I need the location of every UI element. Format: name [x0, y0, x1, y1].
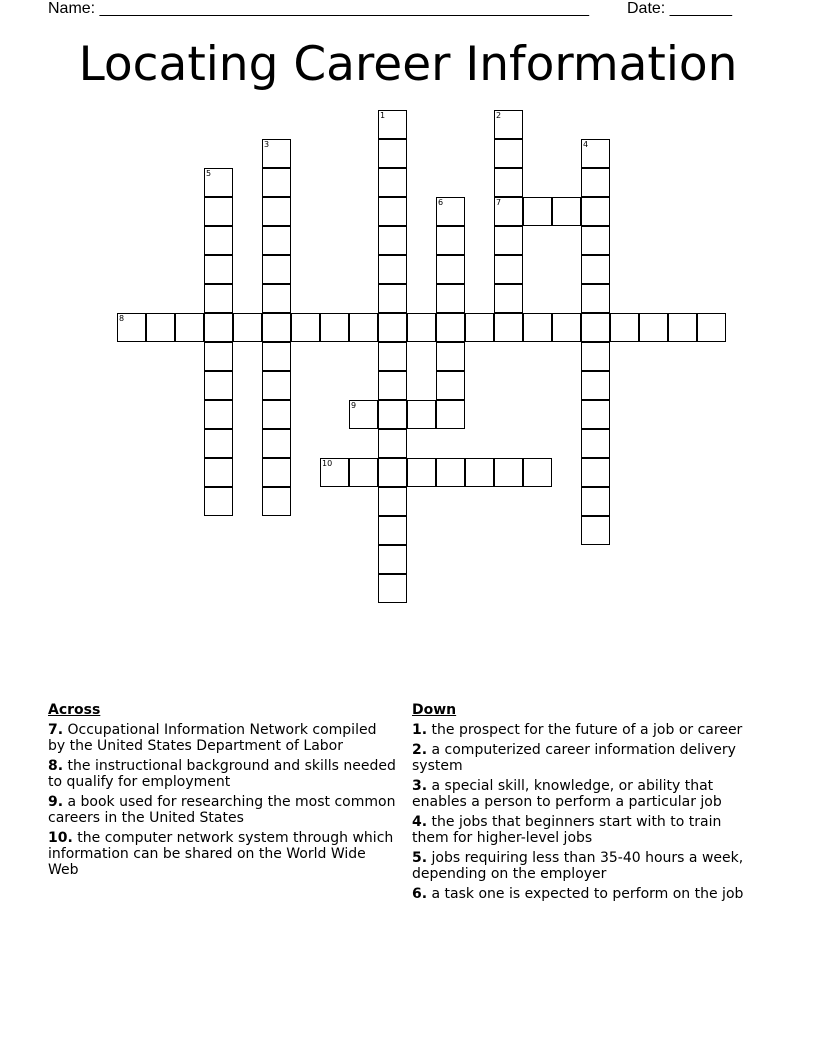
clue-number: 10	[322, 459, 333, 468]
grid-cell[interactable]	[436, 458, 465, 487]
clue-number: 8	[119, 314, 125, 323]
clue-number: 3	[264, 140, 270, 149]
grid-cell[interactable]	[262, 284, 291, 313]
grid-cell[interactable]	[262, 313, 291, 342]
clue-text: a book used for researching the most common careers in the United States	[48, 794, 396, 826]
clue-text: the jobs that beginners start with to train them for higher-level jobs	[412, 814, 722, 846]
grid-cell[interactable]	[494, 284, 523, 313]
grid-cell[interactable]	[407, 313, 436, 342]
grid-cell[interactable]	[436, 284, 465, 313]
down-clue	[412, 850, 758, 882]
clue-number: 6.	[412, 886, 428, 902]
grid-cell[interactable]	[668, 313, 697, 342]
page-title: Locating Career Information	[78, 37, 738, 92]
grid-cell[interactable]	[378, 458, 407, 487]
grid-cell[interactable]	[204, 458, 233, 487]
grid-cell[interactable]	[436, 400, 465, 429]
clue-number: 1	[380, 111, 386, 120]
clue-number: 2	[496, 111, 502, 120]
clue-number: 3.	[412, 778, 428, 794]
grid-cell[interactable]	[436, 255, 465, 284]
grid-cell[interactable]	[523, 458, 552, 487]
clue-number: 10.	[48, 830, 73, 846]
clue-number: 4.	[412, 814, 428, 830]
grid-cell[interactable]	[204, 284, 233, 313]
grid-cell[interactable]	[378, 429, 407, 458]
grid-cell[interactable]	[581, 371, 610, 400]
across-clue	[48, 794, 396, 826]
grid-cell[interactable]	[262, 429, 291, 458]
grid-cell[interactable]	[523, 197, 552, 226]
grid-cell[interactable]	[378, 197, 407, 226]
across-heading: Across	[48, 702, 101, 718]
grid-cell[interactable]	[436, 342, 465, 371]
grid-cell[interactable]	[581, 400, 610, 429]
clue-number: 2.	[412, 742, 428, 758]
grid-cell[interactable]	[639, 313, 668, 342]
grid-cell[interactable]	[349, 400, 378, 429]
grid-cell[interactable]	[378, 110, 407, 139]
across-clue	[48, 722, 396, 754]
grid-cell[interactable]	[465, 458, 494, 487]
grid-cell[interactable]	[204, 487, 233, 516]
grid-cell[interactable]	[581, 255, 610, 284]
grid-cell[interactable]	[320, 313, 349, 342]
down-clue	[412, 886, 758, 902]
grid-cell[interactable]	[581, 342, 610, 371]
grid-cell[interactable]	[581, 429, 610, 458]
grid-cell[interactable]	[465, 313, 494, 342]
clue-number: 1.	[412, 722, 428, 738]
clue-text: the computer network system through which information can be shared on the World Wide Web	[48, 830, 394, 878]
down-clue	[412, 814, 758, 846]
grid-cell[interactable]	[204, 197, 233, 226]
down-heading: Down	[412, 702, 457, 718]
grid-cell[interactable]	[581, 516, 610, 545]
clue-number: 7	[496, 198, 502, 207]
grid-cell[interactable]	[436, 313, 465, 342]
grid-cell[interactable]	[523, 313, 552, 342]
grid-cell[interactable]	[581, 313, 610, 342]
grid-cell[interactable]	[581, 139, 610, 168]
grid-cell[interactable]	[117, 313, 146, 342]
grid-cell[interactable]	[204, 400, 233, 429]
grid-cell[interactable]	[378, 226, 407, 255]
grid-cell[interactable]	[146, 313, 175, 342]
grid-cell[interactable]	[494, 313, 523, 342]
grid-cell[interactable]	[552, 197, 581, 226]
grid-cell[interactable]	[378, 139, 407, 168]
name-field: Name: _______________________________________________________	[48, 0, 589, 17]
clue-number: 9	[351, 401, 357, 410]
across-clue	[48, 758, 396, 790]
grid-cell[interactable]	[204, 342, 233, 371]
across-clue-list	[48, 722, 396, 878]
grid-cell[interactable]	[494, 458, 523, 487]
grid-cell[interactable]	[320, 458, 349, 487]
grid-cell[interactable]	[349, 458, 378, 487]
grid-cell[interactable]	[494, 255, 523, 284]
clue-text: a task one is expected to perform on the job	[427, 886, 744, 902]
grid-cell[interactable]	[494, 168, 523, 197]
grid-cell[interactable]	[233, 313, 262, 342]
grid-cell[interactable]	[610, 313, 639, 342]
grid-cell[interactable]	[436, 197, 465, 226]
grid-cell[interactable]	[378, 516, 407, 545]
grid-cell[interactable]	[581, 226, 610, 255]
clue-text: jobs requiring less than 35-40 hours a week, depending on the employer	[412, 850, 744, 882]
grid-cell[interactable]	[436, 371, 465, 400]
grid-cell[interactable]	[378, 284, 407, 313]
grid-cell[interactable]	[494, 197, 523, 226]
grid-cell[interactable]	[349, 313, 378, 342]
grid-cell[interactable]	[581, 458, 610, 487]
grid-cell[interactable]	[407, 400, 436, 429]
clue-number: 8.	[48, 758, 64, 774]
grid-cell[interactable]	[262, 371, 291, 400]
grid-cell[interactable]	[494, 226, 523, 255]
grid-cell[interactable]	[262, 139, 291, 168]
clue-number: 4	[583, 140, 589, 149]
grid-cell[interactable]	[262, 342, 291, 371]
grid-cell[interactable]	[262, 226, 291, 255]
clue-number: 7.	[48, 722, 64, 738]
grid-cell[interactable]	[697, 313, 726, 342]
grid-cell[interactable]	[581, 284, 610, 313]
grid-cell[interactable]	[436, 226, 465, 255]
grid-cell[interactable]	[204, 226, 233, 255]
date-field: Date: _______	[627, 0, 732, 17]
grid-cell[interactable]	[378, 574, 407, 603]
clue-number: 5.	[412, 850, 428, 866]
grid-cell[interactable]	[262, 197, 291, 226]
grid-cell[interactable]	[581, 487, 610, 516]
clue-text: Occupational Information Network compiled by the United States Department of Labor	[48, 722, 377, 754]
grid-cell[interactable]	[204, 429, 233, 458]
clue-text: the prospect for the future of a job or career	[427, 722, 743, 738]
grid-cell[interactable]	[407, 458, 436, 487]
grid-cell[interactable]	[262, 400, 291, 429]
clue-number: 5	[206, 169, 212, 178]
grid-cell[interactable]	[262, 168, 291, 197]
across-clues	[48, 702, 396, 882]
down-clue-list	[412, 722, 758, 902]
grid-cell[interactable]	[378, 487, 407, 516]
grid-cell[interactable]	[581, 197, 610, 226]
grid-cell[interactable]	[378, 400, 407, 429]
grid-cell[interactable]	[378, 255, 407, 284]
grid-cell[interactable]	[378, 371, 407, 400]
grid-cell[interactable]	[291, 313, 320, 342]
down-clues	[412, 702, 758, 906]
grid-cell[interactable]	[378, 168, 407, 197]
clue-text: a special skill, knowledge, or ability that enables a person to perform a particular job	[412, 778, 722, 810]
grid-cell[interactable]	[262, 255, 291, 284]
down-clue	[412, 742, 758, 774]
down-clue	[412, 722, 758, 738]
clue-text: the instructional background and skills needed to qualify for employment	[48, 758, 396, 790]
grid-cell[interactable]	[204, 371, 233, 400]
grid-cell[interactable]	[378, 342, 407, 371]
grid-cell[interactable]	[262, 458, 291, 487]
grid-cell[interactable]	[204, 313, 233, 342]
grid-cell[interactable]	[378, 545, 407, 574]
grid-cell[interactable]	[494, 110, 523, 139]
grid-cell[interactable]	[494, 139, 523, 168]
down-clue	[412, 778, 758, 810]
grid-cell[interactable]	[204, 168, 233, 197]
across-clue	[48, 830, 396, 878]
clue-text: a computerized career information delivery system	[412, 742, 736, 774]
grid-cell[interactable]	[552, 313, 581, 342]
grid-cell[interactable]	[175, 313, 204, 342]
grid-cell[interactable]	[262, 487, 291, 516]
grid-cell[interactable]	[581, 168, 610, 197]
clue-number: 9.	[48, 794, 64, 810]
clue-number: 6	[438, 198, 444, 207]
grid-cell[interactable]	[204, 255, 233, 284]
grid-cell[interactable]	[378, 313, 407, 342]
